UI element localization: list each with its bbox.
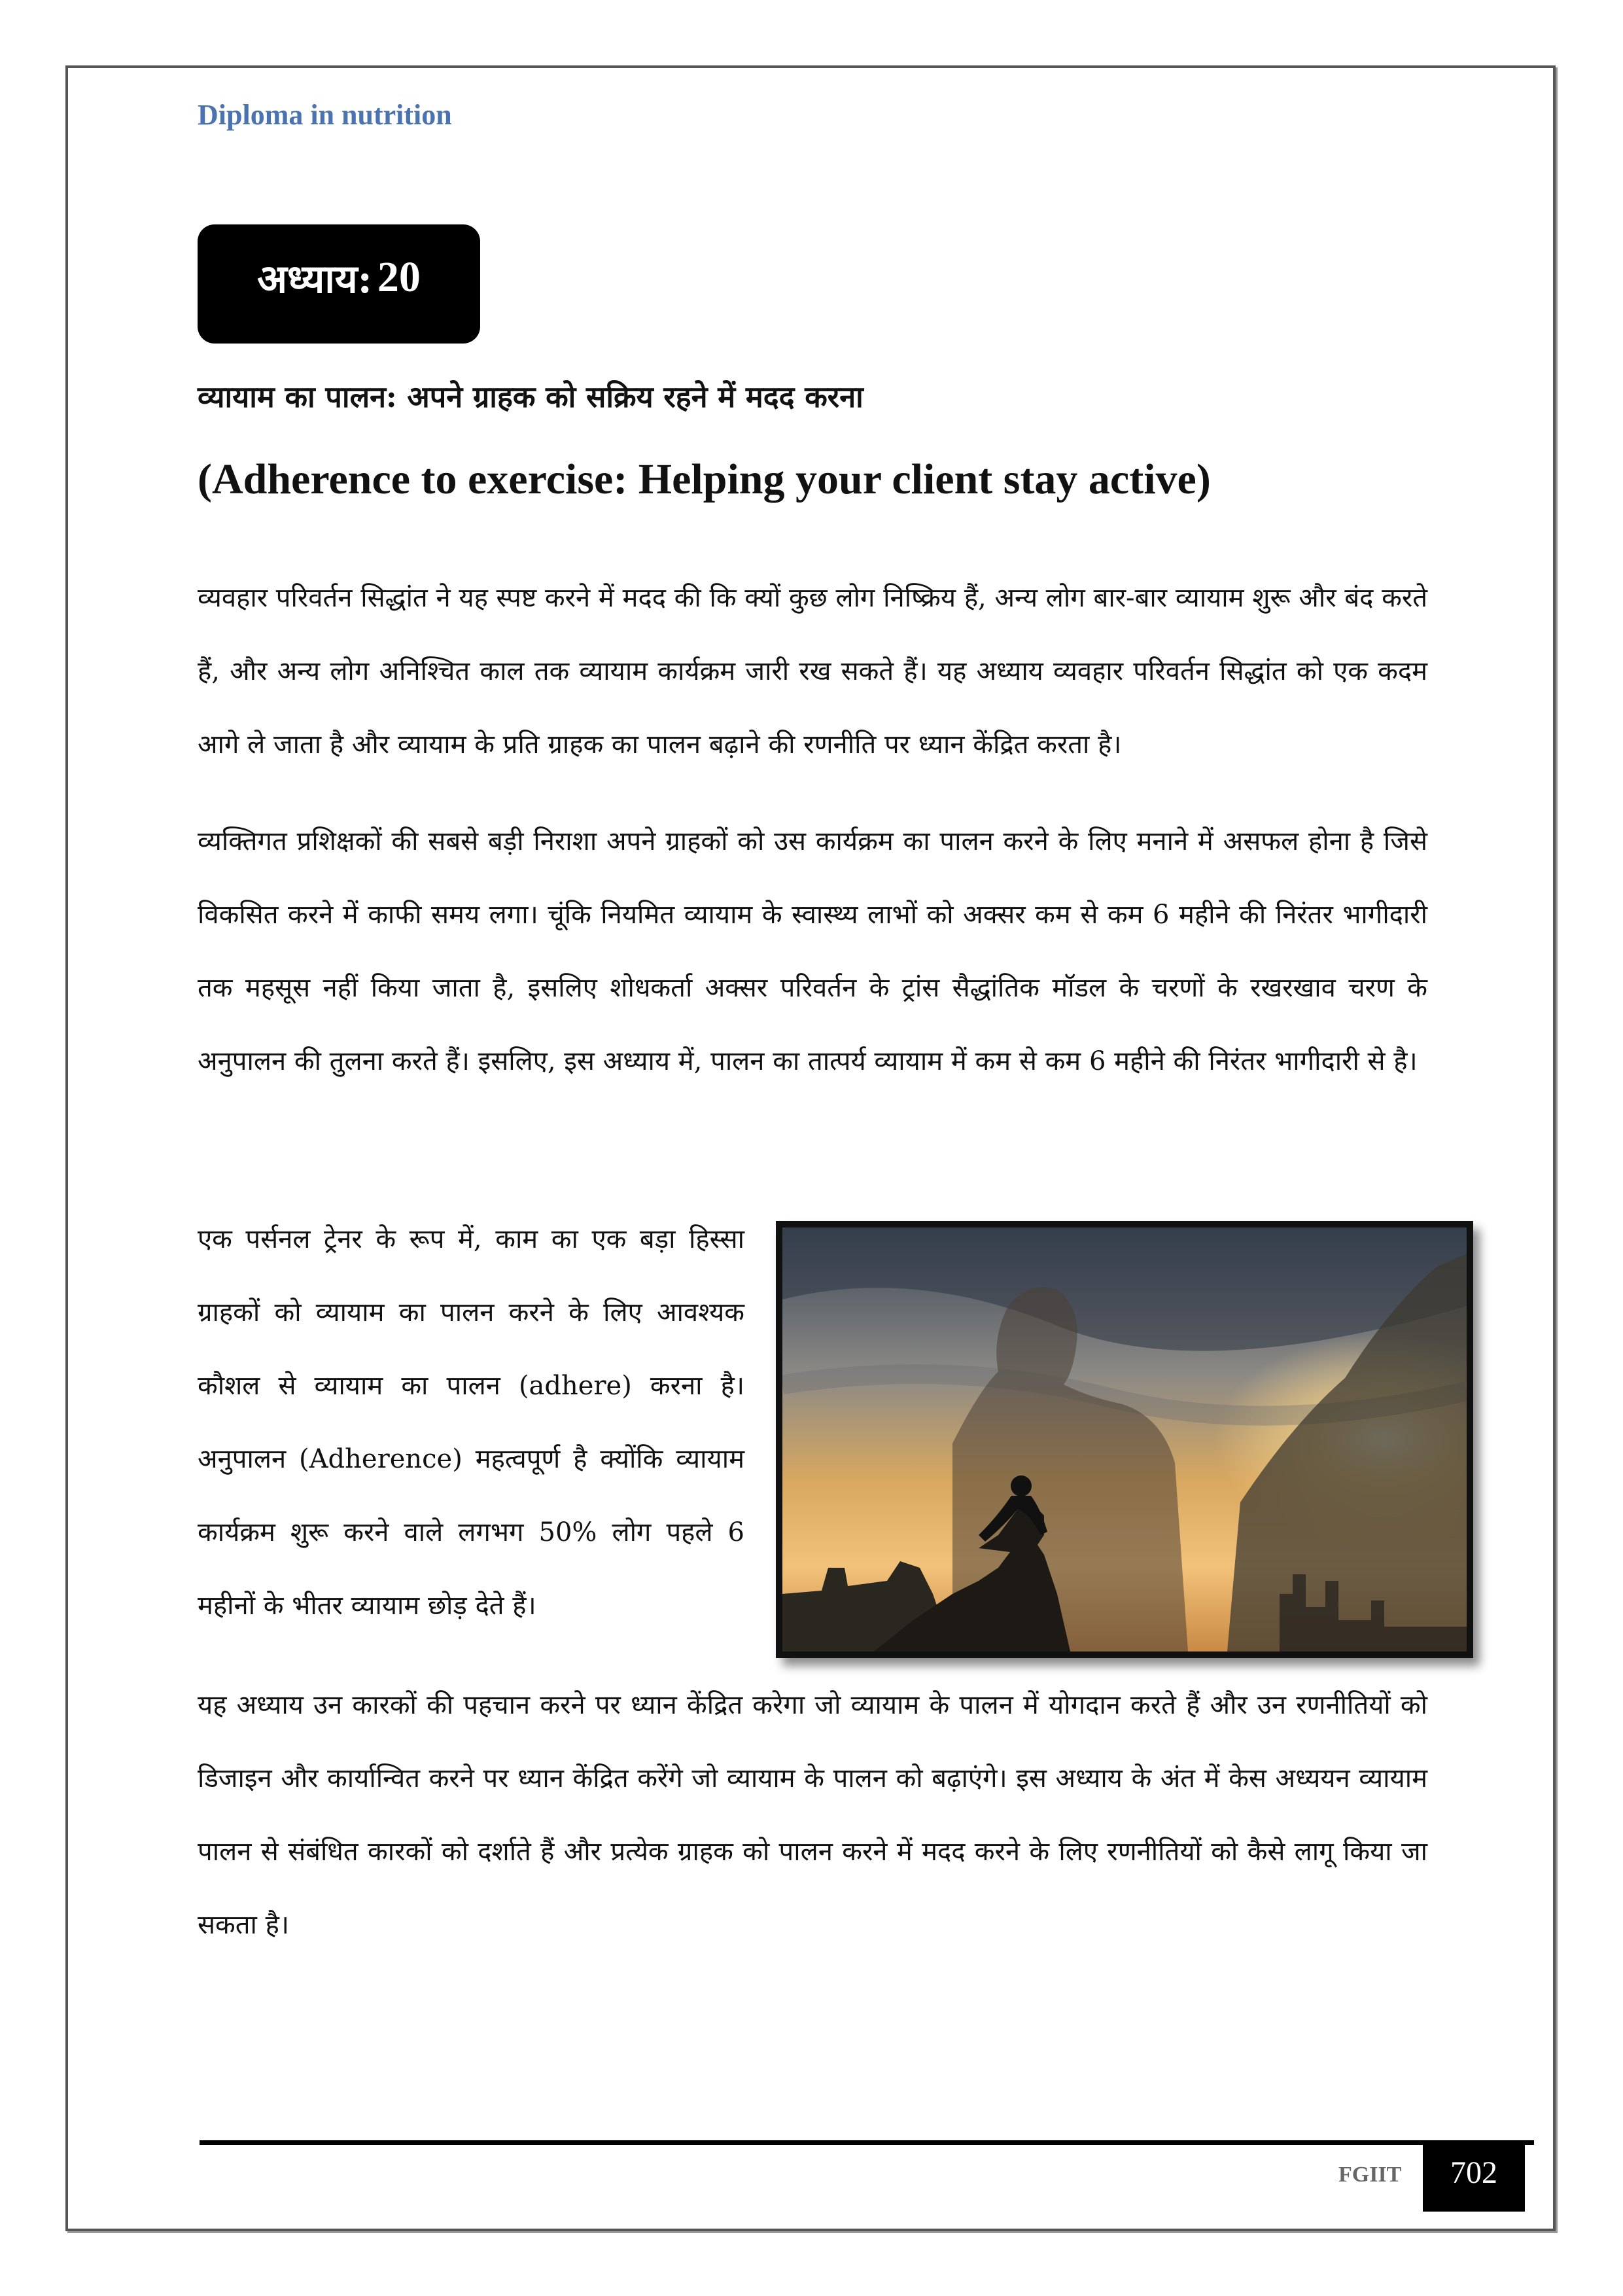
chapter-number: 20 xyxy=(377,253,421,301)
footer-label: FGIIT xyxy=(1338,2163,1402,2187)
paragraph-intro: व्यवहार परिवर्तन सिद्धांत ने यह स्पष्ट करने में मदद की कि क्यों कुछ लोग निष्क्रिय हैं, अन्य लोग बार-बार व्यायाम शुरू और बंद करते हैं, और अन्य लोग अनिश्चित काल तक व्यायाम कार्यक्रम जारी रख सकते हैं। यह अध्याय व्यवहार परिवर्तन सिद्धांत को एक कदम आगे ले जाता है और व्यायाम के प्रति ग्राहक का पालन बढ़ाने की रणनीति पर ध्यान केंद्रित करता है। xyxy=(198,583,1427,760)
chapter-title-hindi: व्यायाम का पालन: अपने ग्राहक को सक्रिय रहने में मदद करना xyxy=(198,380,864,414)
chapter-title-english: (Adherence to exercise: Helping your client stay active) xyxy=(198,455,1211,503)
page-number: 702 xyxy=(1423,2143,1525,2212)
paragraph-frustration: व्यक्तिगत प्रशिक्षकों की सबसे बड़ी निराशा अपने ग्राहकों को उस कार्यक्रम का पालन करने के लिए मनाने में असफल होना है जिसे विकसित करने में काफी समय लगा। चूंकि नियमित व्यायाम के स्वास्थ्य लाभों को अक्सर कम से कम 6 महीने की निरंतर भागीदारी तक महसूस नहीं किया जाता है, इसलिए शोधकर्ता अक्सर परिवर्तन के ट्रांस सैद्धांतिक मॉडल के चरणों के रखरखाव चरण के अनुपालन की तुलना करते हैं। इसलिए, इस अध्याय में, पालन का तात्पर्य व्यायाम में कम से कम 6 महीने की निरंतर भागीदारी से है। xyxy=(198,826,1427,1076)
chapter-label: अध्याय: xyxy=(257,256,372,302)
footer-rule xyxy=(200,2140,1534,2145)
paragraph-chapter-focus: यह अध्याय उन कारकों की पहचान करने पर ध्यान केंद्रित करेगा जो व्यायाम के पालन में योगदान करते हैं और उन रणनीतियों को डिजाइन और कार्यान्वित करने पर ध्यान केंद्रित करेंगे जो व्यायाम के पालन को बढ़ाएंगे। इस अध्याय के अंत में केस अध्ययन व्यायाम पालन से संबंधित कारकों को दर्शाते हैं और प्रत्येक ग्राहक को पालन करने में मदद करने के लिए रणनीतियों को कैसे लागू किया जा सकता है। xyxy=(198,1690,1427,1940)
silhouette-climber-image xyxy=(776,1221,1473,1658)
sunset-climb-illustration xyxy=(782,1227,1467,1651)
chapter-badge xyxy=(198,224,480,344)
course-header: Diploma in nutrition xyxy=(198,99,452,131)
paragraph-personal-trainer: एक पर्सनल ट्रेनर के रूप में, काम का एक बड़ा हिस्सा ग्राहकों को व्यायाम का पालन करने के लिए आवश्यक कौशल से व्यायाम का पालन (adhere) करना है। अनुपालन (Adherence) महत्वपूर्ण है क्योंकि व्यायाम कार्यक्रम शुरू करने वाले लगभग 50% लोग पहले 6 महीनों के भीतर व्यायाम छोड़ देते हैं। xyxy=(198,1224,744,1621)
